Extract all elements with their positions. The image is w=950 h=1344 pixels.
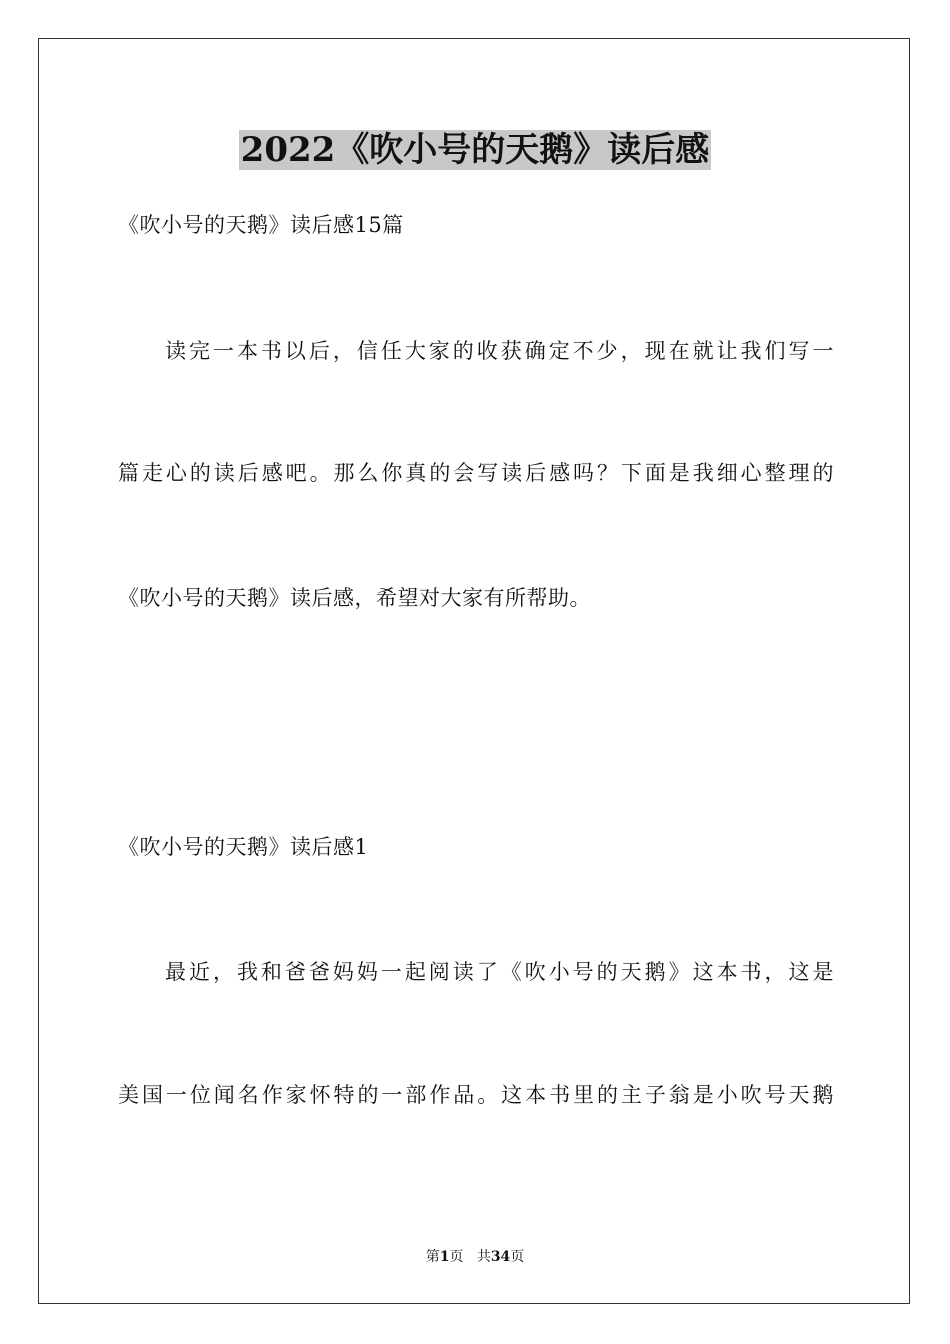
footer-page-suffix: 页 <box>449 1249 464 1265</box>
footer-total-prefix: 共 <box>476 1249 491 1265</box>
footer-total-suffix: 页 <box>510 1249 525 1265</box>
page-footer <box>0 1247 950 1267</box>
intro-line-3: 《吹小号的天鹅》读后感，希望对大家有所帮助。 <box>118 586 591 610</box>
intro-line-2: 篇走心的读后感吧。那么你真的会写读后感吗？下面是我细心整理的 <box>118 461 834 485</box>
footer-total-pages: 34 <box>490 1249 511 1265</box>
intro-line-1: 读完一本书以后，信任大家的收获确定不少，现在就让我们写一 <box>165 339 834 363</box>
footer-page-prefix: 第 <box>425 1249 440 1265</box>
footer-page-number: 1 <box>439 1249 450 1265</box>
document-title-text: 2022《吹小号的天鹅》读后感 <box>240 130 710 170</box>
document-subtitle: 《吹小号的天鹅》读后感15篇 <box>118 213 404 237</box>
document-title <box>0 128 950 172</box>
section-line-1: 最近，我和爸爸妈妈一起阅读了《吹小号的天鹅》这本书，这是 <box>165 960 834 984</box>
section-heading: 《吹小号的天鹅》读后感1 <box>118 835 369 859</box>
section-line-2: 美国一位闻名作家怀特的一部作品。这本书里的主子翁是小吹号天鹅 <box>118 1083 834 1107</box>
